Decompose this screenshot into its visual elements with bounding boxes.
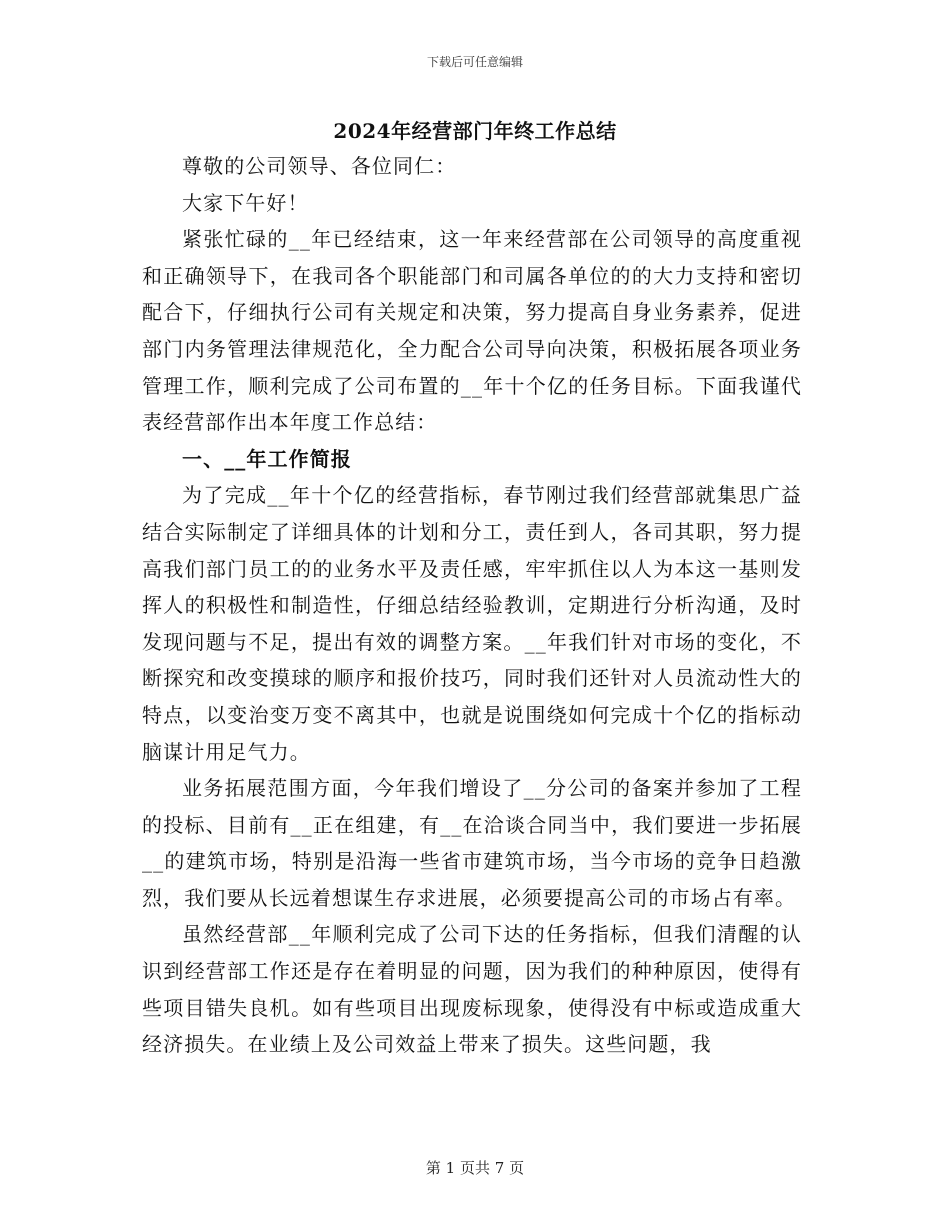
greeting: 大家下午好！ [182,190,309,215]
document-body [142,148,802,1063]
document-title: 2024年经营部门年终工作总结 [333,119,617,143]
section-heading-1: 一、__年工作简报 [182,446,352,471]
paragraph-intro: 紧张忙碌的__年已经结束，这一年来经营部在公司领导的高度重视和正确领导下，在我司各个职能部门和司属各单位的的大力支持和密切配合下，仔细执行公司有关规定和决策，努力提高自身业务素养，促进部门内务管理法律规范化，全力配合公司导向决策，积极拓展各项业务管理工作，顺利完成了公司布置的__年十个亿的任务目标。下面我谨代表经营部作出本年度工作总结： [142,227,802,435]
paragraph-problems: 虽然经营部__年顺利完成了公司下达的任务指标，但我们清醒的认识到经营部工作还是存在着明显的问题，因为我们的种种原因，使得有些项目错失良机。如有些项目出现废标现象，使得没有中标或造成重大经济损失。在业绩上及公司效益上带来了损失。这些问题，我 [142,922,802,1057]
salutation: 尊敬的公司领导、各位同仁： [182,154,457,178]
header-note: 下载后可任意编辑 [426,55,523,69]
page-number: 第 1 页共 7 页 [425,1159,525,1177]
paragraph-business-expansion: 业务拓展范围方面，今年我们增设了__分公司的备案并参加了工程的投标、目前有__正在组建，有__在洽谈合同当中，我们要进一步拓展__的建筑市场，特别是沿海一些省市建筑市场，当今市场的竞争日趋激烈，我们要从长远着想谋生存求进展，必须要提高公司的市场占有率。 [142,776,802,910]
paragraph-work-summary: 为了完成__年十个亿的经营指标，春节刚过我们经营部就集思广益结合实际制定了详细具体的计划和分工，责任到人，各司其职，努力提高我们部门员工的的业务水平及责任感，牢牢抓住以人为本这一基则发挥人的积极性和制造性，仔细总结经验教训，定期进行分析沟通，及时发现问题与不足，提出有效的调整方案。__年我们针对市场的变化，不断探究和改变摸球的顺序和报价技巧，同时我们还针对人员流动性大的特点，以变治变万变不离其中，也就是说围绕如何完成十个亿的指标动脑谋计用足气力。 [142,483,802,764]
